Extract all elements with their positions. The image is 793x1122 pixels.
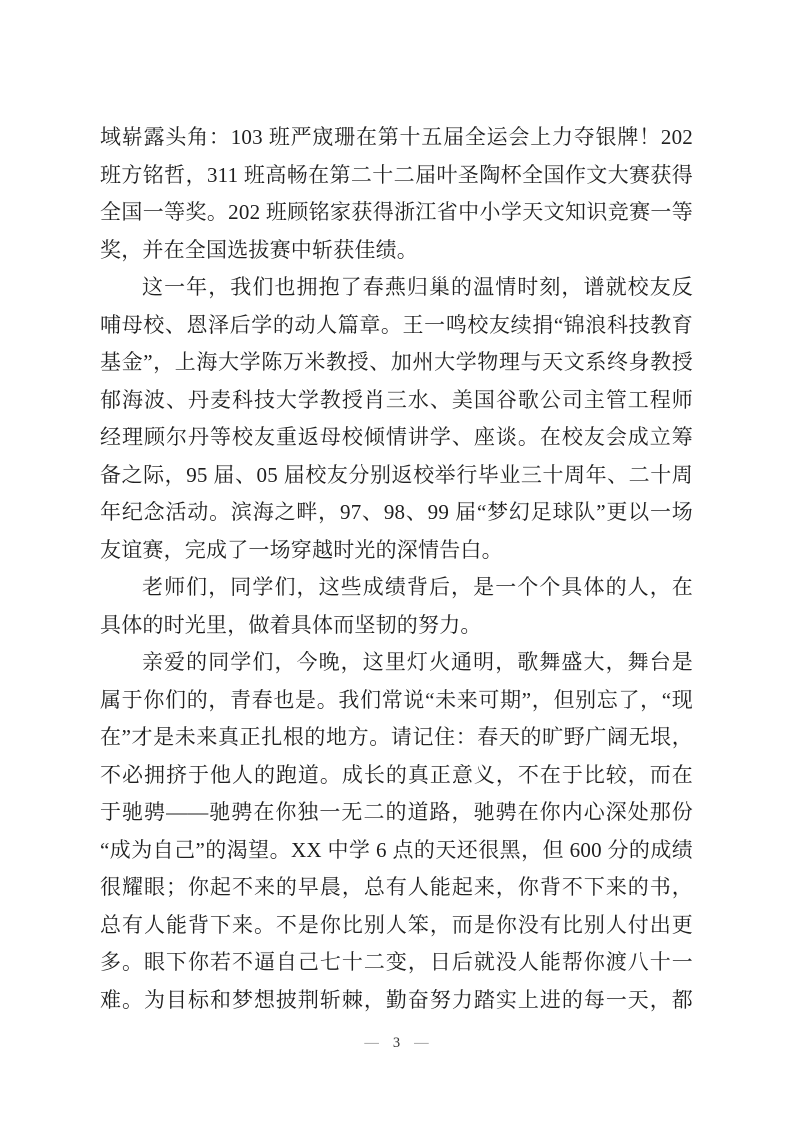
text-line: 基金”，上海大学陈万米教授、加州大学物理与天文系终身教授	[100, 350, 693, 374]
text-line: 总有人能背下来。不是你比别人笨，而是你没有比别人付出更	[100, 912, 693, 937]
paragraph	[100, 269, 693, 569]
page-number: 3	[392, 1035, 401, 1051]
text-line: 难。为目标和梦想披荆斩棘，勤奋努力踏实上进的每一天，都	[100, 987, 693, 1012]
text-line: 于驰骋——驰骋在你独一无二的道路，驰骋在你内心深处那份	[100, 800, 693, 824]
text-line: 友谊赛，完成了一场穿越时光的深情告白。	[100, 537, 503, 562]
text-line: 属于你们的，青春也是。我们常说“未来可期”，但别忘了，“现	[100, 687, 693, 712]
text-line: 全国一等奖。202 班顾铭家获得浙江省中小学天文知识竞赛一等	[100, 200, 693, 224]
text-line: 这一年，我们也拥抱了春燕归巢的温情时刻，谱就校友反	[142, 275, 693, 299]
text-line: 域崭露头角：103 班严宬珊在第十五届全运会上力夺银牌！202	[100, 125, 693, 149]
paragraph	[100, 569, 693, 644]
text-line: 不必拥挤于他人的跑道。成长的真正意义，不在于比较，而在	[100, 762, 693, 787]
text-line: 多。眼下你若不逼自己七十二变，日后就没人能帮你渡八十一	[100, 950, 693, 974]
text-line: 亲爱的同学们，今晚，这里灯火通明，歌舞盛大，舞台是	[142, 650, 693, 674]
footer-dash-right: —	[414, 1035, 429, 1051]
text-line: 很耀眼；你起不来的早晨，总有人能起来，你背不下来的书，	[100, 875, 693, 899]
footer-dash-left: —	[364, 1035, 379, 1051]
document-body-text	[100, 119, 693, 1019]
text-line: 奖，并在全国选拔赛中斩获佳绩。	[100, 237, 418, 262]
text-line: 年纪念活动。滨海之畔，97、98、99 届“梦幻足球队”更以一场	[100, 500, 693, 524]
text-line: 经理顾尔丹等校友重返母校倾情讲学、座谈。在校友会成立筹	[100, 425, 693, 449]
text-line: 具体的时光里，做着具体而坚韧的努力。	[100, 612, 482, 637]
text-line: 备之际，95 届、05 届校友分别返校举行毕业三十周年、二十周	[100, 462, 693, 487]
text-line: 郁海波、丹麦科技大学教授肖三水、美国谷歌公司主管工程师	[100, 387, 693, 412]
page-footer	[0, 1033, 793, 1053]
text-line: 在”才是未来真正扎根的地方。请记住：春天的旷野广阔无垠，	[100, 725, 693, 749]
text-line: 哺母校、恩泽后学的动人篇章。王一鸣校友续捐“锦浪科技教育	[100, 312, 693, 337]
paragraph	[100, 119, 693, 269]
text-line: “成为自己”的渴望。XX 中学 6 点的天还很黑，但 600 分的成绩	[100, 837, 693, 862]
text-line: 老师们，同学们，这些成绩背后，是一个个具体的人，在	[142, 575, 693, 599]
text-line: 班方铭哲，311 班高畅在第二十二届叶圣陶杯全国作文大赛获得	[100, 162, 693, 187]
paragraph	[100, 644, 693, 1019]
